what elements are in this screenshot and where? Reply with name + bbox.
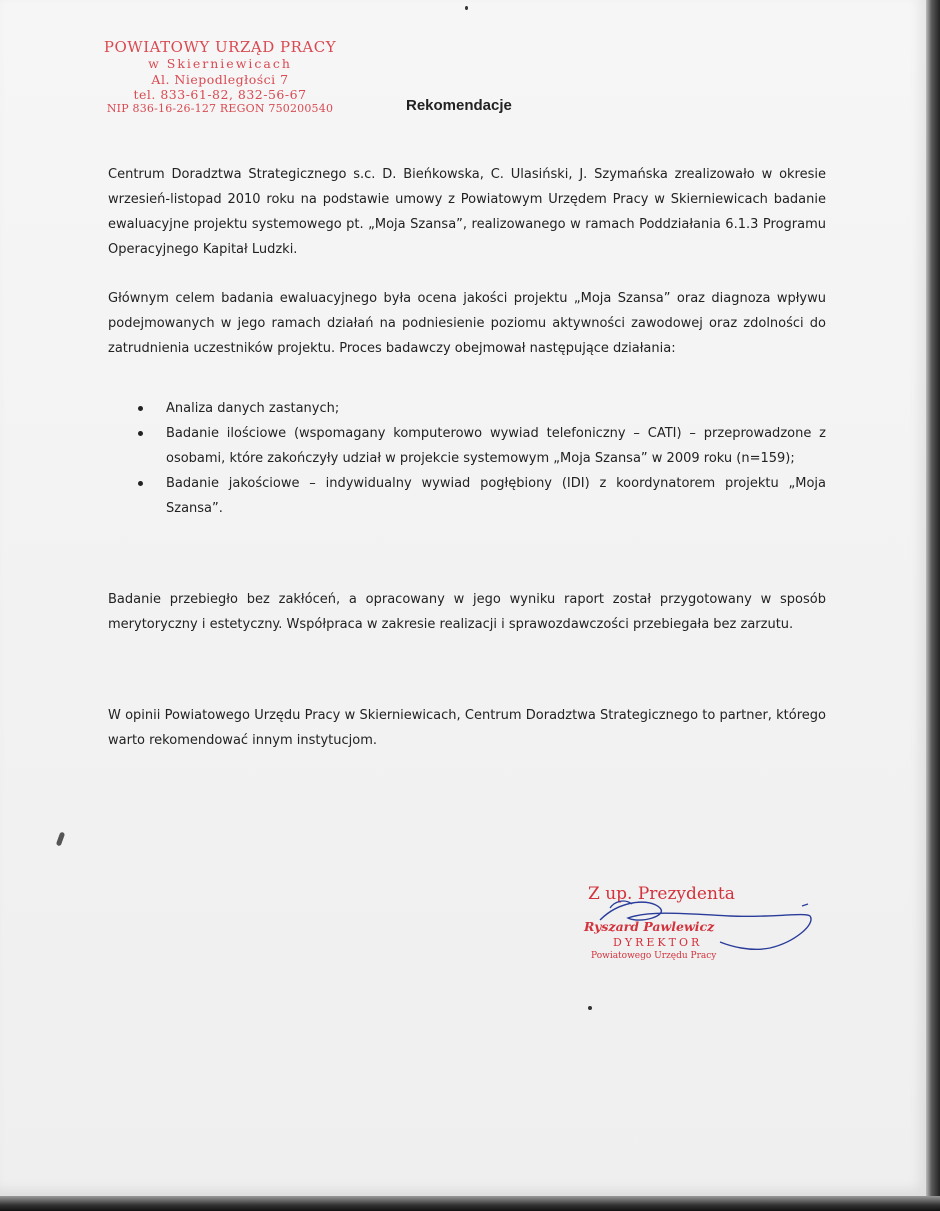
ink-speck (588, 1006, 592, 1010)
signature-on-behalf: Z up. Prezydenta (588, 884, 735, 904)
list-item-text: Badanie jakościowe – indywidualny wywiad pogłębiony (IDI) z koordynatorem projektu „Moja Szansa”. (166, 476, 826, 516)
ink-speck (465, 6, 468, 10)
office-stamp (90, 38, 350, 115)
stamp-nip-regon: NIP 836-16-26-127 REGON 750200540 (106, 102, 334, 116)
stamp-address: Al. Niepodległości 7 (151, 71, 289, 87)
handwritten-signature-icon (580, 880, 820, 970)
list-item (108, 421, 826, 471)
bullet-icon (138, 431, 143, 436)
paragraph-intro: Centrum Doradztwa Strategicznego s.c. D. Bieńkowska, C. Ulasiński, J. Szymańska zrealizowało w okresie wrzesień-listopad 2010 roku na podstawie umowy z Powiatowym Urzędem Pracy w Skierniewicach badanie ewaluacyjne projektu systemowego pt. „Moja Szansa”, realizowanego w ramach Poddziałania 6.1.3 Programu Operacyjnego Kapitał Ludzki. (108, 167, 826, 257)
bullet-icon (138, 481, 143, 486)
signature-office: Powiatowego Urzędu Pracy (591, 951, 717, 961)
activities-list (108, 396, 826, 521)
list-item-text: Analiza danych zastanych; (166, 401, 340, 416)
paragraph-goal: Głównym celem badania ewaluacyjnego była ocena jakości projektu „Moja Szansa” oraz diagnoza wpływu podejmowanych w jego ramach działań na podniesienie poziomu aktywności zawodowej oraz zdolności do zatrudnienia uczestników projektu. Proces badawczy obejmował następujące działania: (108, 291, 826, 356)
stamp-phone: tel. 833-61-82, 832-56-67 (133, 86, 307, 102)
paragraph-outcome: Badanie przebiegło bez zakłóceń, a opracowany w jego wyniku raport został przygotowany w sposób merytoryczny i estetyczny. Współpraca w zakresie realizacji i sprawozdawczości przebiegała bez zarzutu. (108, 592, 826, 632)
scan-edge-bottom (0, 1196, 940, 1211)
ink-speck (56, 832, 65, 847)
document-title: Rekomendacje (406, 97, 512, 114)
paragraph-recommendation: W opinii Powiatowego Urzędu Pracy w Skierniewicach, Centrum Doradztwa Strategicznego to partner, którego warto rekomendować innym instytucjom. (108, 708, 826, 748)
signature-name: Ryszard Pawlewicz (584, 919, 715, 934)
signature-stamp (580, 880, 820, 970)
stamp-office-name: POWIATOWY URZĄD PRACY (103, 38, 337, 56)
stamp-city: w Skierniewicach (148, 56, 292, 72)
list-item (108, 471, 826, 521)
scan-edge-right (926, 0, 940, 1211)
bullet-icon (138, 406, 143, 411)
list-item (108, 396, 826, 421)
list-item-text: Badanie ilościowe (wspomagany komputerowo wywiad telefoniczny – CATI) – przeprowadzone z osobami, które zakończyły udział w projekcie systemowym „Moja Szansa” w 2009 roku (n=159); (166, 426, 826, 466)
signature-role: DYREKTOR (613, 936, 703, 949)
